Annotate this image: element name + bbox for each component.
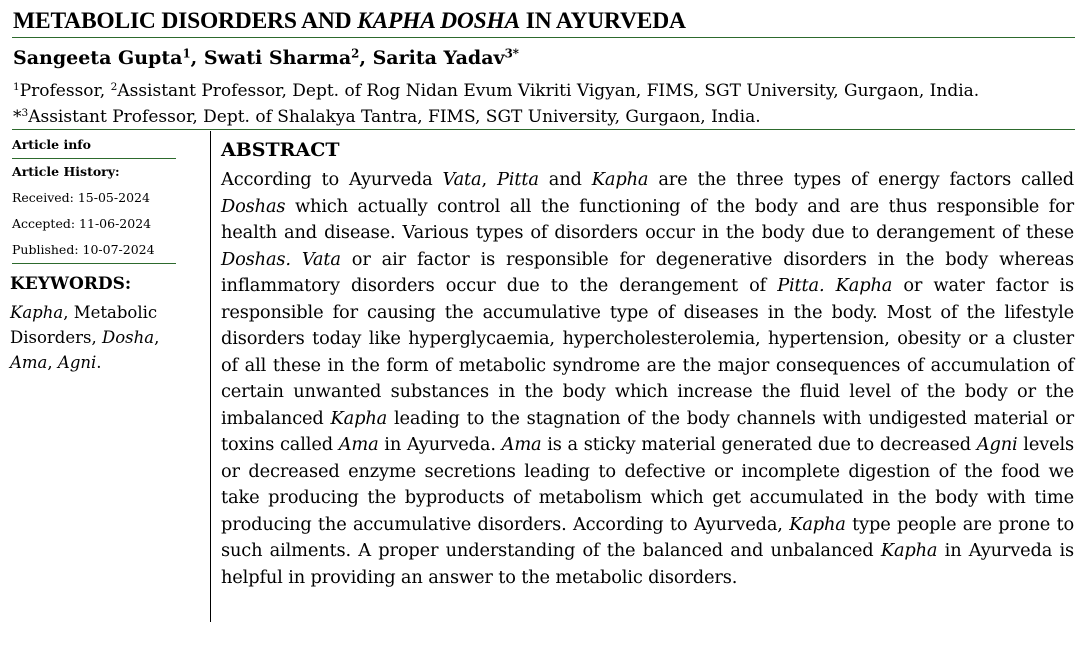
article-info-heading: Article info: [12, 137, 92, 152]
keyword-separator: ,: [47, 353, 58, 372]
affil-text: Assistant Professor, Dept. of Shalakya Tantra, FIMS, SGT University, Gurgaon, India.: [28, 107, 761, 127]
abstract-segment: [291, 249, 302, 270]
keyword: Ama: [10, 353, 48, 372]
accepted-date: Accepted: 11-06-2024: [12, 216, 152, 231]
abstract-segment: and: [538, 169, 592, 190]
abstract-segment: Pitta.: [777, 275, 825, 296]
abstract-segment: type people are prone to such ailments. A proper understanding of the balanced and unbalanced: [221, 513, 1075, 561]
header-divider: [12, 129, 1075, 130]
keyword-separator: ,: [91, 328, 102, 347]
paper-title: [13, 7, 1073, 35]
abstract-segment: which actually control all the functioning of the body and are thus responsible for health and disease. Various types of disorders occur in the body due to derangement of these: [221, 195, 1074, 243]
title-part-2: KAPHA DOSHA: [357, 8, 521, 34]
abstract-segment: Ama: [338, 434, 379, 455]
column-divider: [210, 131, 211, 622]
abstract-segment: Vata: [301, 248, 341, 270]
abstract-segment: leading to the stagnation of the body channels with undigested material or toxins called: [221, 407, 1074, 455]
keywords-list: [10, 300, 178, 375]
affil-sup: 3: [21, 107, 29, 120]
received-date: Received: 15-05-2024: [12, 190, 150, 205]
keyword-separator: .: [96, 353, 102, 372]
author-sep: ,: [190, 47, 204, 69]
abstract-segment: Ama: [501, 434, 542, 455]
keyword: Kapha: [10, 303, 64, 322]
affil-sup: 1: [13, 81, 20, 94]
author-sep: ,: [359, 47, 373, 69]
abstract-segment: is a sticky material generated due to decreased: [541, 434, 977, 455]
abstract-segment: According to Ayurveda: [221, 169, 443, 190]
title-part-1: METABOLIC DISORDERS AND: [13, 8, 358, 34]
author-sup: 3*: [504, 46, 519, 61]
abstract-segment: Kapha: [789, 513, 846, 535]
author-name: Sarita Yadav: [372, 47, 505, 69]
abstract-segment: Kapha: [880, 540, 938, 561]
abstract-segment: in Ayurveda is helpful in providing an answer to the metabolic disorders.: [221, 540, 1075, 588]
author-name: Sangeeta Gupta: [13, 47, 183, 69]
abstract-segment: levels or decreased enzyme secretions leading to defective or incomplete digestion of the food we take producing the byproducts of metabolism which get accumulated in the body with time producing the accumulative disorders. According to Ayurveda,: [221, 434, 1074, 535]
abstract-segment: Pitta: [496, 169, 539, 190]
abstract-segment: Kapha: [591, 169, 649, 190]
published-date: Published: 10-07-2024: [12, 242, 155, 257]
abstract-segment: Kapha: [835, 275, 893, 296]
affiliation-1: [13, 79, 979, 103]
author-sup: 1: [182, 46, 191, 61]
abstract-segment: ,: [481, 169, 497, 190]
article-info-panel: [12, 132, 178, 264]
keyword-separator: ,: [154, 328, 160, 347]
affil-prefix: *: [13, 107, 22, 127]
abstract-segment: or water factor is responsible for causing the accumulative type of diseases in the body. Most of the lifestyle disorders today like hyperglycaemia, hypercholesterolemia, hypertension, obesity or a cluster of all these in the form of metabolic syndrome are the major consequences of accumulation of certain unwanted substances in the body which increase the fluid level of the body or the imbalanced: [221, 275, 1074, 429]
top-divider: [12, 37, 1075, 38]
author-sup: 2: [351, 46, 360, 61]
keyword-separator: ,: [63, 303, 74, 322]
abstract-segment: Kapha: [330, 407, 388, 429]
abstract-heading: ABSTRACT: [221, 139, 340, 161]
keyword: Agni: [57, 353, 97, 372]
article-history-divider: [12, 263, 176, 264]
article-history-label: Article History:: [12, 164, 120, 179]
title-part-3: IN AYURVEDA: [520, 8, 686, 34]
abstract-segment: in Ayurveda.: [378, 434, 502, 455]
abstract-segment: are the three types of energy factors called: [648, 169, 1074, 190]
abstract-segment: [824, 275, 835, 296]
affil-sup: 2: [110, 81, 118, 94]
affiliation-2: [13, 105, 761, 129]
author-list: [13, 43, 519, 73]
keyword: Dosha: [101, 328, 155, 347]
affil-text: Professor,: [19, 81, 111, 101]
keywords-heading: KEYWORDS:: [10, 274, 132, 294]
abstract-body: [221, 167, 1074, 591]
abstract-segment: Doshas.: [221, 248, 291, 270]
affil-text: Assistant Professor, Dept. of Rog Nidan Evum Vikriti Vigyan, FIMS, SGT University, Gurgaon, India.: [117, 81, 980, 101]
abstract-segment: Doshas: [221, 195, 286, 217]
abstract-segment: Agni: [976, 434, 1018, 455]
author-name: Swati Sharma: [203, 47, 352, 69]
abstract-segment: Vata: [442, 169, 482, 190]
keyword: Metabolic Disorders: [10, 303, 158, 347]
abstract-segment: or air factor is responsible for degenerative disorders in the body whereas inflammatory disorders occur due to the derangement of: [221, 248, 1074, 296]
